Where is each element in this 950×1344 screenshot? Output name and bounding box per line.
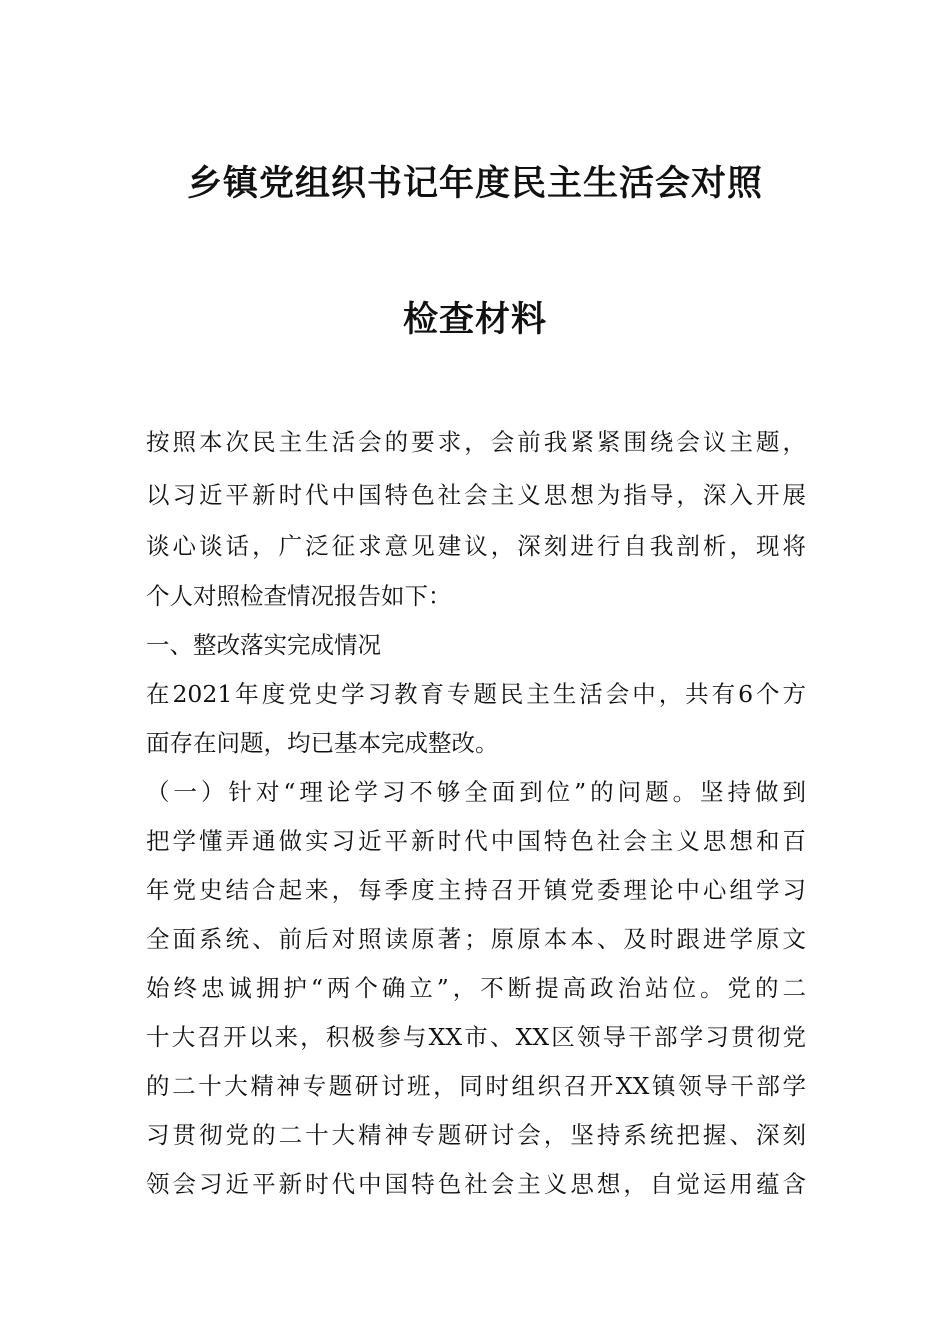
body-line-16: 领会习近平新时代中国特色社会主义思想，自觉运用蕴含 [146,1170,806,1198]
body-line-14: 的二十大精神专题研讨班，同时组织召开XX镇领导干部学 [146,1072,806,1100]
body-line-12: 始终忠诚拥护“两个确立”，不断提高政治站位。党的二 [146,974,806,1002]
body-line-1: 按照本次民主生活会的要求，会前我紧紧围绕会议主题， [146,428,806,456]
body-line-9: 把学懂弄通做实习近平新时代中国特色社会主义思想和百 [146,827,806,855]
body-line-3: 谈心谈话，广泛征求意见建议，深刻进行自我剖析，现将 [146,532,806,560]
document-title-line-1: 乡镇党组织书记年度民主生活会对照 [186,164,763,204]
body-line-10: 年党史结合起来，每季度主持召开镇党委理论中心组学习 [146,876,806,904]
subsection-line-1: （一）针对“理论学习不够全面到位”的问题。坚持做到 [146,778,806,806]
body-line-15: 习贯彻党的二十大精神专题研讨会，坚持系统把握、深刻 [146,1121,806,1149]
body-line-13: 十大召开以来，积极参与XX市、XX区领导干部学习贯彻党 [146,1023,806,1051]
body-line-4: 个人对照检查情况报告如下： [146,582,452,610]
body-line-6: 在2021年度党史学习教育专题民主生活会中，共有6个方 [146,680,806,708]
body-line-7: 面存在问题，均已基本完成整改。 [146,729,499,757]
section-heading-1: 一、整改落实完成情况 [146,631,381,659]
document-title-line-2: 检查材料 [402,300,547,340]
body-line-11: 全面系统、前后对照读原著；原原本本、及时跟进学原文 [146,925,806,953]
body-line-2: 以习近平新时代中国特色社会主义思想为指导，深入开展 [146,481,806,509]
